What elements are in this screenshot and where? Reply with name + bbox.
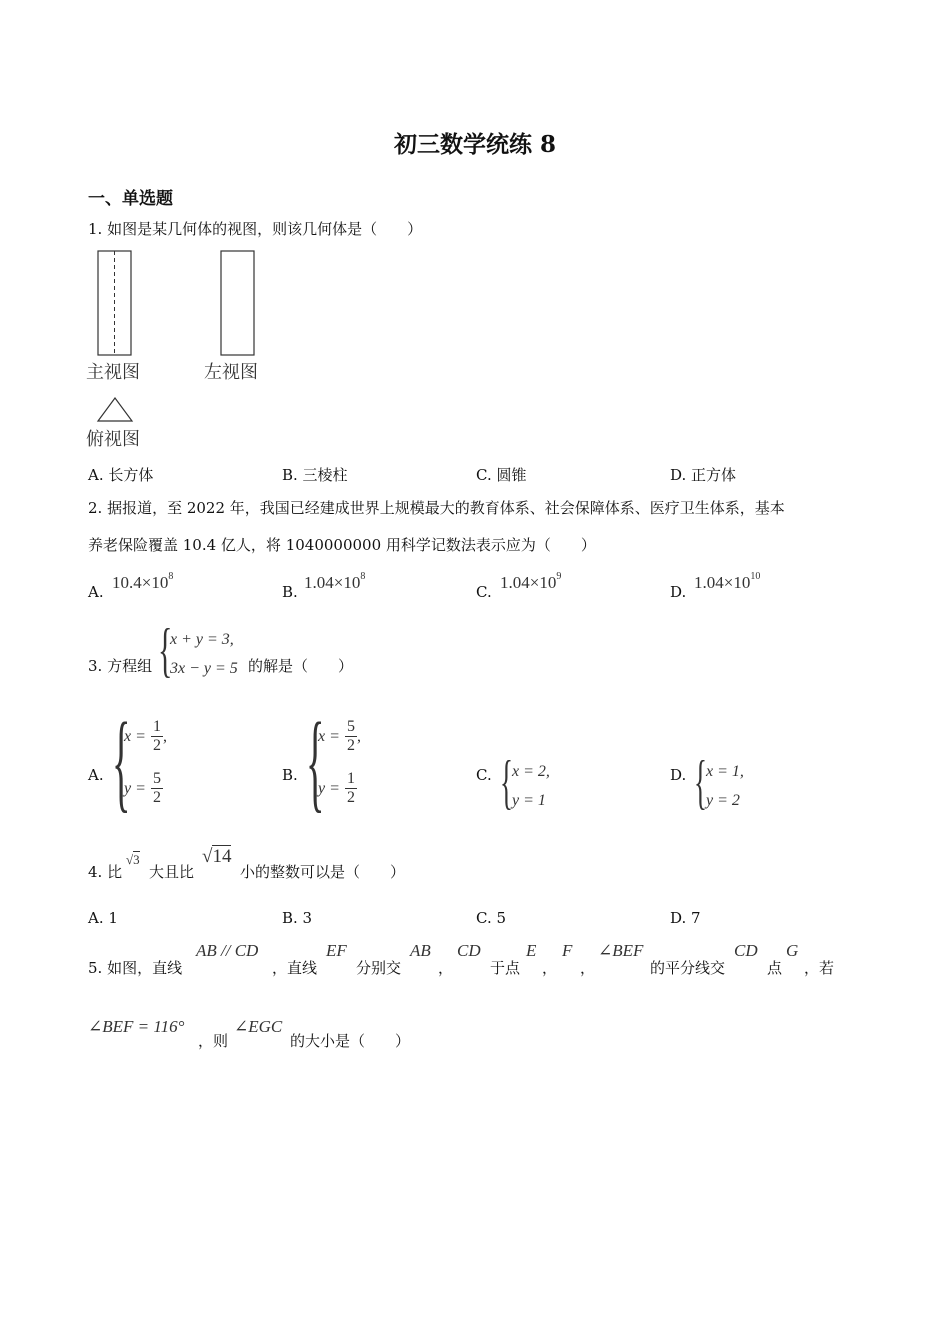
- left-view-label: 左视图: [204, 362, 258, 383]
- q3-option-d-eq2: y = 2: [706, 792, 740, 809]
- left-view-rect: [221, 251, 254, 355]
- question-1-stem: 1. 如图是某几何体的视图，则该几何体是（ ）: [88, 220, 423, 238]
- q5-math-ab: AB: [410, 941, 431, 960]
- q3-option-a-x-den: 2: [153, 737, 161, 754]
- top-view-label: 俯视图: [86, 429, 140, 450]
- question-4-part-2: 大且比: [149, 863, 195, 881]
- q2-option-d-letter: D.: [670, 583, 687, 601]
- page-title: 初三数学统练 8: [393, 131, 556, 158]
- q1-option-d: D. 正方体: [670, 466, 737, 484]
- q5-math-cd-2: CD: [734, 941, 758, 960]
- question-2-line-2: 养老保险覆盖 10.4 亿人，将 1040000000 用科学记数法表示应为（ ）: [88, 536, 596, 554]
- q2-option-a-value: [112, 573, 173, 593]
- q5-math-ef: EF: [326, 941, 347, 960]
- q5-math-angle-egc: ∠EGC: [234, 1017, 283, 1036]
- sqrt-symbol: √: [202, 846, 213, 867]
- q3-option-b-x-den: 2: [347, 737, 355, 754]
- q3-equation-2: 3x − y = 5: [170, 660, 238, 677]
- q3-option-a-x-num: 1: [153, 718, 161, 735]
- q2-option-b-value: [304, 573, 365, 593]
- q3-option-a-x-frac: [151, 718, 163, 755]
- q3-option-c-letter: C.: [476, 766, 492, 784]
- q5-math-angle-bef: ∠BEF: [598, 941, 644, 960]
- top-view-triangle: [98, 398, 132, 421]
- q2-option-c-base: 1.04×10: [500, 573, 557, 592]
- q5-text-11: ，则: [198, 1032, 229, 1050]
- q3-option-c-brace: {: [500, 749, 513, 815]
- q5-math-ab-parallel-cd: AB // CD: [196, 941, 259, 960]
- q3-option-a-x-lhs: x =: [124, 728, 146, 745]
- q3-option-d-letter: D.: [670, 766, 687, 784]
- q4-option-a: A. 1: [88, 909, 118, 927]
- q5-math-e: E: [526, 941, 537, 960]
- q3-option-b-brace: {: [306, 700, 325, 822]
- q3-option-d-eq1: x = 1,: [706, 763, 744, 780]
- section-heading: 一、单选题: [88, 189, 173, 209]
- q3-option-a-y-num: 5: [153, 770, 161, 787]
- q3-option-a-y-den: 2: [153, 789, 161, 806]
- q4-sqrt-3: [126, 852, 140, 868]
- q5-math-angle-value: ∠BEF = 116°: [88, 1017, 185, 1036]
- q1-option-b: B. 三棱柱: [282, 466, 348, 484]
- q5-text-5: 于点: [490, 959, 521, 977]
- q5-math-g: G: [786, 941, 799, 960]
- question-4-part-1: 4. 比: [88, 863, 123, 881]
- q3-option-c-eq1: x = 2,: [512, 763, 550, 780]
- q3-option-a-brace: {: [112, 700, 131, 822]
- q3-option-b-letter: B.: [282, 766, 298, 784]
- q2-option-d-exp: 10: [750, 571, 761, 582]
- q3-option-d-brace: {: [694, 749, 707, 815]
- q3-option-b-y-frac: [345, 770, 357, 807]
- q5-text-4: ，: [438, 959, 454, 977]
- q3-equation-1: x + y = 3,: [170, 631, 234, 648]
- q5-text-12: 的大小是（ ）: [290, 1032, 411, 1050]
- q2-option-a-exp: 8: [168, 571, 174, 582]
- q5-text-2: ，直线: [272, 959, 318, 977]
- q5-math-f: F: [562, 941, 573, 960]
- q4-radicand-14: 14: [212, 846, 232, 867]
- q5-text-8: 的平分线交: [650, 959, 726, 977]
- q5-text-6: ，: [542, 959, 558, 977]
- q2-option-d-value: [694, 573, 760, 593]
- q5-text-1: 5. 如图，直线: [88, 959, 183, 977]
- q3-option-a-x: x = $\frac{1}{2}$ ,: [124, 718, 167, 754]
- q2-option-b-letter: B.: [282, 583, 298, 601]
- q2-option-b-exp: 8: [360, 571, 366, 582]
- question-2-line-1: 2. 据报道，至 2022 年，我国已经建成世界上规模最大的教育体系、社会保障体系、医疗卫生体系，基本: [88, 499, 785, 517]
- q3-option-b-y-lhs: y =: [318, 780, 340, 797]
- three-view-diagram: [90, 244, 290, 424]
- question-3-prefix: 3. 方程组: [88, 657, 153, 675]
- q5-text-3: 分别交: [356, 959, 402, 977]
- q3-option-a-y-lhs: y =: [124, 780, 146, 797]
- q3-system-brace: {: [158, 617, 173, 683]
- q3-option-b-x-num: 5: [347, 718, 355, 735]
- q5-text-7: ，: [580, 959, 596, 977]
- q5-math-cd: CD: [457, 941, 481, 960]
- q4-option-c: C. 5: [476, 909, 507, 927]
- q3-option-b-x: x = $\frac{5}{2}$ ,: [318, 718, 361, 754]
- q2-option-c-value: [500, 573, 561, 593]
- question-4-part-3: 小的整数可以是（ ）: [240, 863, 406, 881]
- q4-sqrt-14: [202, 846, 231, 868]
- q3-option-b-x-frac: [345, 718, 357, 755]
- front-view-label: 主视图: [86, 362, 140, 383]
- q2-option-c-letter: C.: [476, 583, 492, 601]
- sqrt-symbol: √: [126, 852, 134, 867]
- q3-option-b-y-den: 2: [347, 789, 355, 806]
- q3-option-a-y-frac: [151, 770, 163, 807]
- q2-option-a-letter: A.: [88, 583, 104, 601]
- q2-option-d-base: 1.04×10: [694, 573, 751, 592]
- q4-radicand-3: 3: [133, 852, 140, 867]
- q2-option-c-exp: 9: [556, 571, 562, 582]
- q3-option-a-y: [124, 770, 163, 807]
- q4-option-d: D. 7: [670, 909, 701, 927]
- q3-option-b-y-num: 1: [347, 770, 355, 787]
- q5-text-9: 点: [767, 959, 783, 977]
- q3-option-b-y: [318, 770, 357, 807]
- q5-text-10: ，若: [804, 959, 835, 977]
- q1-option-c: C. 圆锥: [476, 466, 527, 484]
- q4-option-b: B. 3: [282, 909, 313, 927]
- q3-option-b-x-lhs: x =: [318, 728, 340, 745]
- q2-option-a-base: 10.4×10: [112, 573, 169, 592]
- question-3-suffix: 的解是（ ）: [248, 657, 354, 675]
- q1-option-a: A. 长方体: [88, 466, 154, 484]
- q3-option-a-letter: A.: [88, 766, 104, 784]
- q2-option-b-base: 1.04×10: [304, 573, 361, 592]
- q3-option-c-eq2: y = 1: [512, 792, 546, 809]
